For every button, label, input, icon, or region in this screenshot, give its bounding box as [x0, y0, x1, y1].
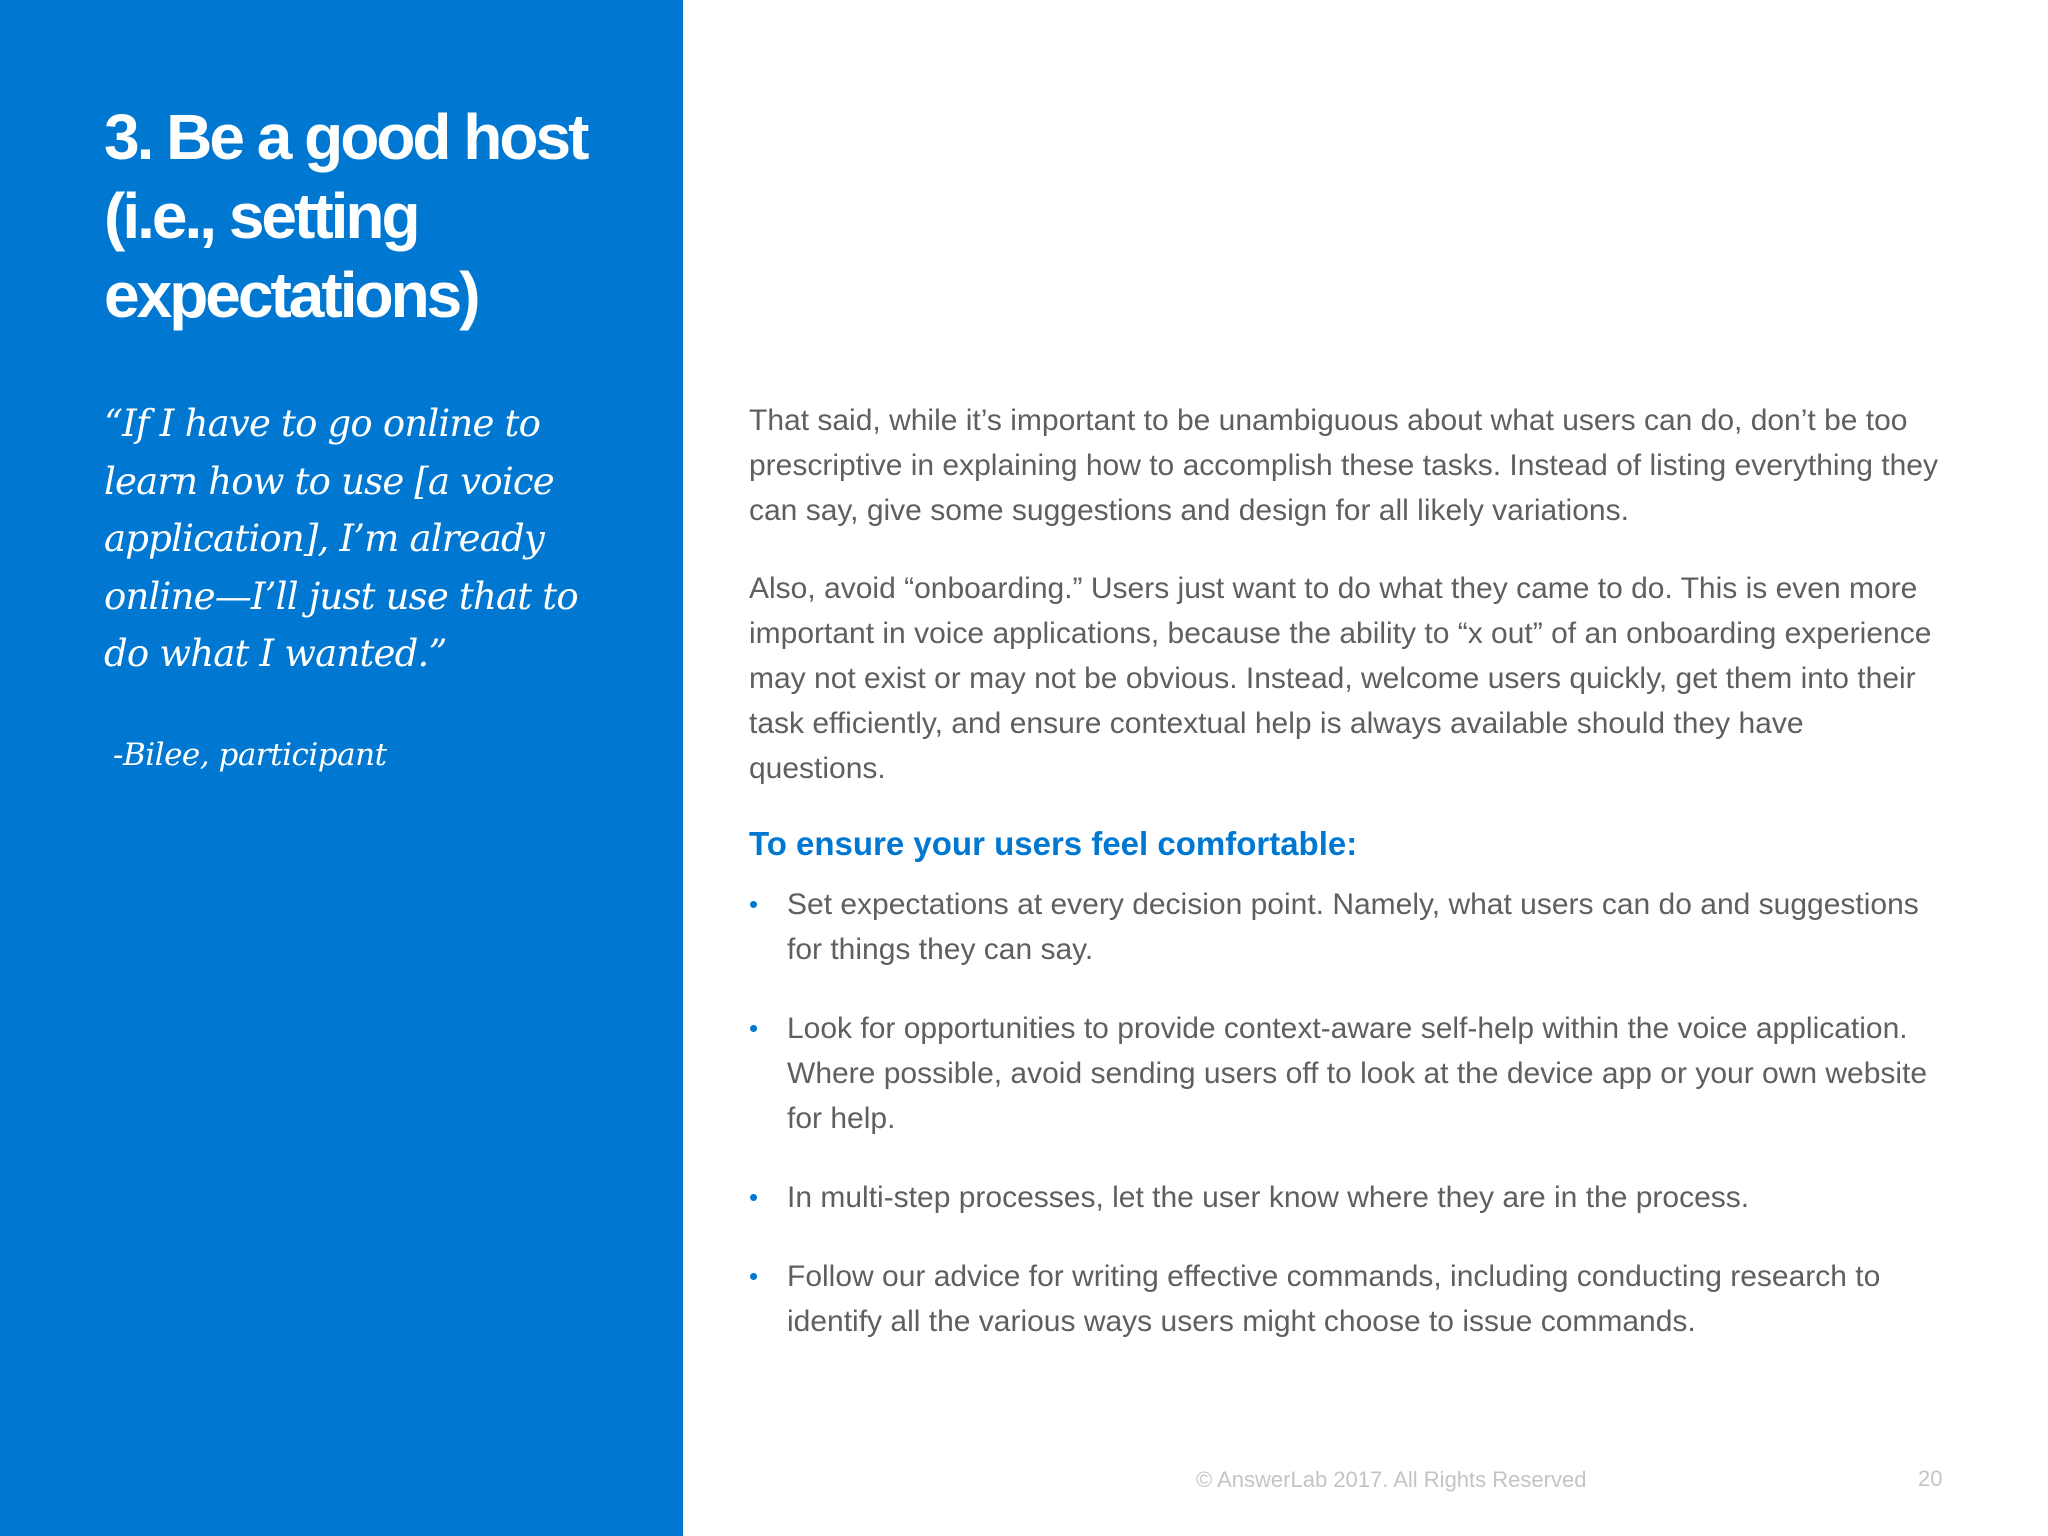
quote-attribution: -Bilee, participant: [113, 737, 387, 773]
bullet-icon: •: [749, 1182, 759, 1212]
paragraph-intro: That said, while it’s important to be unambiguous about what users can do, don’t be too prescriptive in explaining how to accomplish these tasks. Instead of listing everything they can say, give some suggestions and design for all likely variations.: [749, 404, 1938, 527]
list-item-text: Set expectations at every decision point. Namely, what users can do and suggestions for things they can say.: [787, 888, 1919, 966]
list-item-text: Follow our advice for writing effective commands, including conducting research to identify all the various ways users might choose to issue commands.: [787, 1260, 1881, 1338]
recommendations-list: [749, 882, 1939, 1344]
list-item: [749, 1254, 1939, 1344]
list-item-text: Look for opportunities to provide context-aware self-help within the voice application. Where possible, avoid sending users off to look at the device app or your own website for help.: [787, 1012, 1928, 1135]
list-item: [749, 1175, 1939, 1220]
footer-copyright: © AnswerLab 2017. All Rights Reserved: [1196, 1467, 1587, 1492]
bullet-icon: •: [749, 1013, 759, 1043]
main-content: [749, 398, 1939, 1378]
bullet-icon: •: [749, 889, 759, 919]
list-item-text: In multi-step processes, let the user know where they are in the process.: [787, 1181, 1750, 1214]
bullet-icon: •: [749, 1261, 759, 1291]
participant-quote: “If I have to go online to learn how to use [a voice application], I’m already online—I’ll just use that to do what I wanted.”: [104, 402, 578, 675]
section-subheading: To ensure your users feel comfortable:: [749, 825, 1358, 862]
paragraph-onboarding: Also, avoid “onboarding.” Users just want to do what they came to do. This is even more important in voice applications, because the ability to “x out” of an onboarding experience may not exist or may not be obvious. Instead, welcome users quickly, get them into their task efficiently, and ensure contextual help is always available should they have questions.: [749, 572, 1932, 785]
slide-title: 3. Be a good host (i.e., setting expectations): [104, 101, 587, 331]
sidebar-panel: [0, 0, 683, 1536]
list-item: [749, 882, 1939, 972]
page-number: 20: [1918, 1466, 1943, 1491]
list-item: [749, 1006, 1939, 1141]
